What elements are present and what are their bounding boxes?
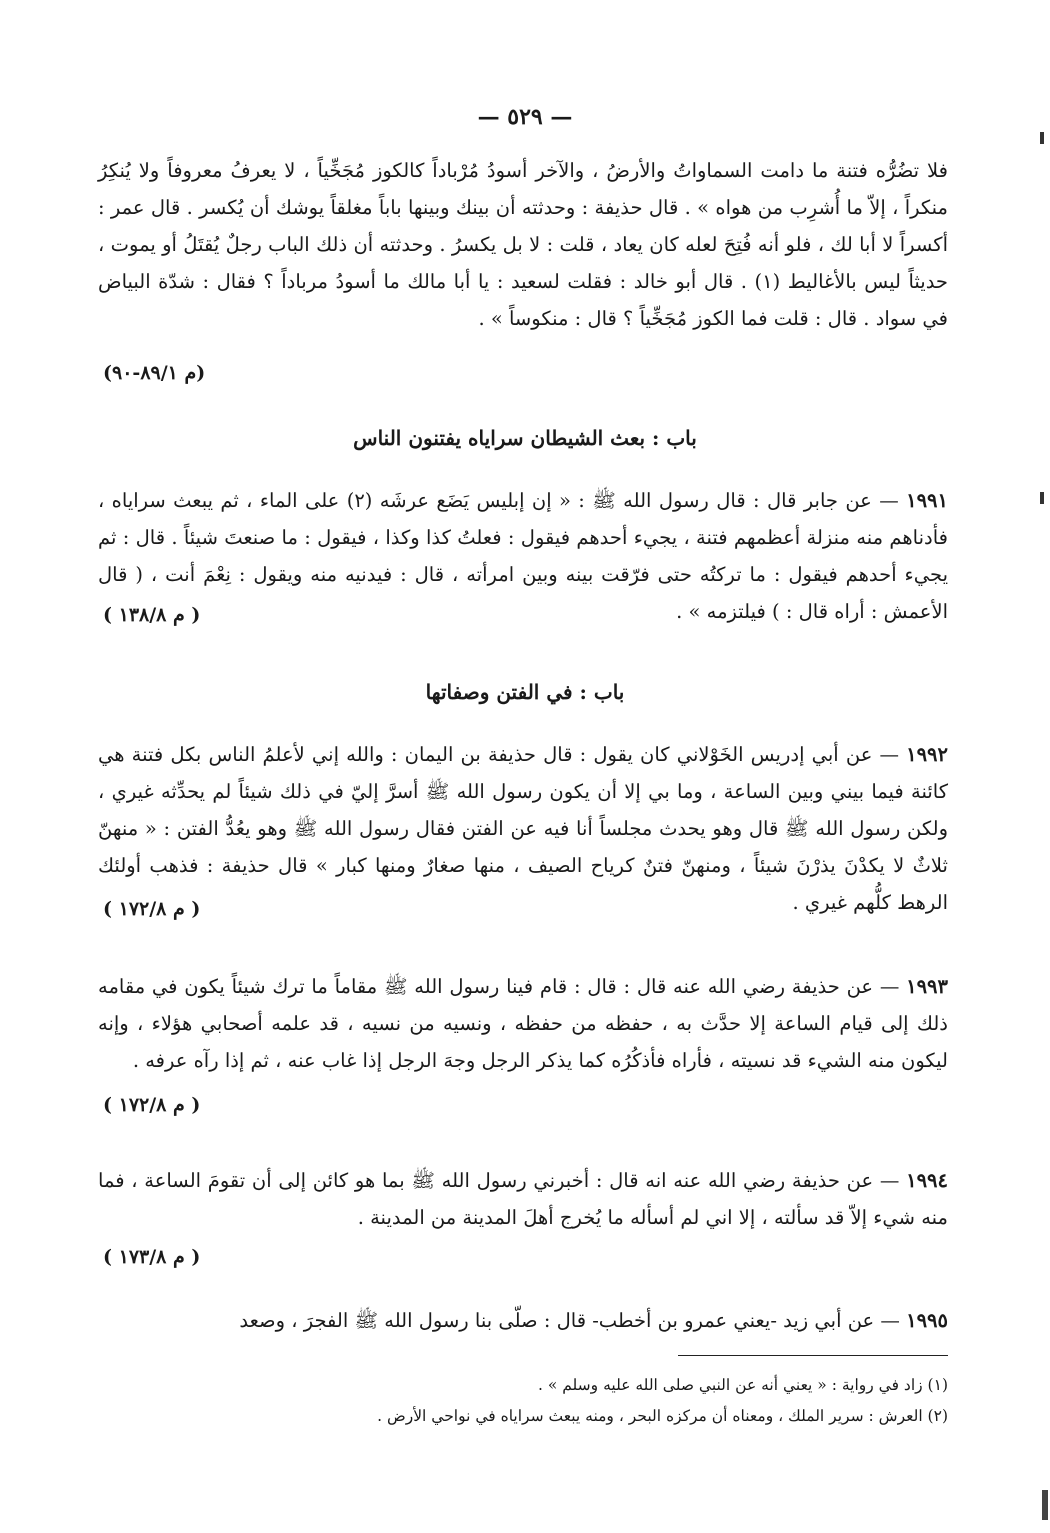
hadith-1995	[98, 1302, 948, 1339]
continuation-paragraph	[98, 152, 948, 337]
hadith-number: ١٩٩٢	[906, 743, 949, 766]
scan-edge-mark	[1040, 492, 1044, 504]
footnote-1: (١) زاد في رواية : « يعني أنه عن النبي صلى الله عليه وسلم » .	[537, 1376, 948, 1394]
page-number: — ٥٢٩ —	[477, 104, 573, 130]
footnotes	[98, 1370, 948, 1432]
hadith-number: ١٩٩٤	[906, 1169, 948, 1192]
hadith-reference: ( م ١٧٢/٨ )	[103, 1094, 201, 1116]
hadith-1993	[98, 968, 948, 1079]
hadith-text: — عن أبي إدريس الخَوْلاني كان يقول : قال حذيفة بن اليمان : والله إني لأعلمُ الناس بكل فتنة هي كائنة فيما بيني وبين الساعة ، وما بي إلا أن يكون رسول الله ﷺ أسرَّ إليّ في ذلك شيئاً لم يحدِّثه غيري ، ولكن رسول الله ﷺ قال وهو يحدث مجلساً أنا فيه عن الفتن فقال رسول الله ﷺ وهو يعُدُّ الفتن : « منهنّ ثلاثٌ لا يكدْنَ يذرْنَ شيئاً ، ومنهنّ فتنٌ كرياح الصيف ، منها صغارٌ ومنها كبار » قال حذيفة : فذهب أولئك الرهط كلُّهم غيري .	[98, 743, 948, 914]
hadith-paragraph	[98, 736, 948, 921]
hadith-1992	[98, 736, 948, 921]
hadith-1994	[98, 1162, 948, 1236]
hadith-reference: ( م ١٣٨/٨ )	[103, 604, 201, 626]
footnote-separator	[678, 1355, 948, 1356]
hadith-text: — عن أبي زيد -يعني عمرو بن أخطب- قال : صلّى بنا رسول الله ﷺ الفجرَ ، وصعد	[239, 1309, 900, 1332]
hadith-number: ١٩٩٥	[906, 1309, 948, 1332]
hadith-reference: ( م ١٧٢/٨ )	[103, 898, 201, 920]
hadith-text: — عن حذيفة رضي الله عنه قال : قال : قام فينا رسول الله ﷺ مقاماً ما ترك شيئاً يكون في مقامه ذلك إلى قيام الساعة إلا حدَّث به ، حفظه من حفظه ، ونسيه من نسيه ، قد علمه أصحابي هؤلاء ، وإنه ليكون منه الشيء قد نسيته ، فأراه فأذكُرُه كما يذكر الرجل وجهَ الرجل إذا غاب عنه ، ثم إذا رآه عرفه .	[98, 975, 948, 1072]
hadith-paragraph	[98, 1302, 948, 1339]
continuation-reference: (م ٨٩/١-٩٠)	[103, 362, 206, 384]
scan-edge-mark	[1042, 1490, 1048, 1520]
hadith-paragraph	[98, 482, 948, 630]
hadith-paragraph	[98, 968, 948, 1079]
hadith-number: ١٩٩١	[906, 489, 948, 512]
hadith-1991	[98, 482, 948, 630]
hadith-text: — عن جابر قال : قال رسول الله ﷺ : « إن إبليس يَضَع عرشَه (٢) على الماء ، ثم يبعث سراياه ، فأدناهم منه منزلة أعظمهم فتنة ، يجيء أحدهم فيقول : فعلتُ كذا وكذا ، فيقول : ما صنعتَ شيئاً . قال : ثم يجيء أحدهم فيقول : ما تركتُه حتى فرّقت بينه وبين امرأته ، قال : فيدنيه منه ويقول : نِعْمَ أنت ، ( قال الأعمش : أراه قال : ) فيلتزمه » .	[98, 489, 948, 623]
hadith-text: — عن حذيفة رضي الله عنه انه قال : أخبرني رسول الله ﷺ بما هو كائن إلى أن تقومَ الساعة ، فما منه شيء إلاّ قد سألته ، إلا اني لم أسأله ما يُخرج أهلَ المدينة من المدينة .	[98, 1169, 948, 1229]
section-heading: باب : في الفتن وصفاتها	[425, 680, 625, 704]
hadith-paragraph	[98, 1162, 948, 1236]
hadith-number: ١٩٩٣	[906, 975, 948, 998]
scan-edge-mark	[1040, 132, 1044, 144]
section-heading: باب : بعث الشيطان سراياه يفتنون الناس	[353, 426, 697, 450]
continuation-text: فلا تضُرُّه فتنة ما دامت السماواتُ والأرضُ ، والآخر أسودُ مُرْباداً كالكوز مُجَخِّياً ، لا يعرفُ معروفاً ولا يُنكِرُ منكراً ، إلاّ ما أُشرِب من هواه » . قال حذيفة : وحدثته أن بينك وبينها باباً مغلقاً يوشك أن يُكسر . قال عمر : أكسراً لا أبا لك ، فلو أنه فُتِحَ لعله كان يعاد ، قلت : لا بل يكسرُ . وحدثته أن ذلك الباب رجلٌ يُقتَلُ أو يموت ، حديثاً ليس بالأغاليط (١) . قال أبو خالد : فقلت لسعيد : يا أبا مالك ما أسودُ مرباداً ؟ فقال : شدّة البياض في سواد . قال : قلت فما الكوز مُجَخِّياً ؟ قال : منكوساً » .	[98, 159, 948, 330]
hadith-reference: ( م ١٧٣/٨ )	[103, 1246, 201, 1268]
footnote-2: (٢) العرش : سرير الملك ، ومعناه أن مركزه البحر ، ومنه يبعث سراياه في نواحي الأرض .	[377, 1407, 948, 1425]
